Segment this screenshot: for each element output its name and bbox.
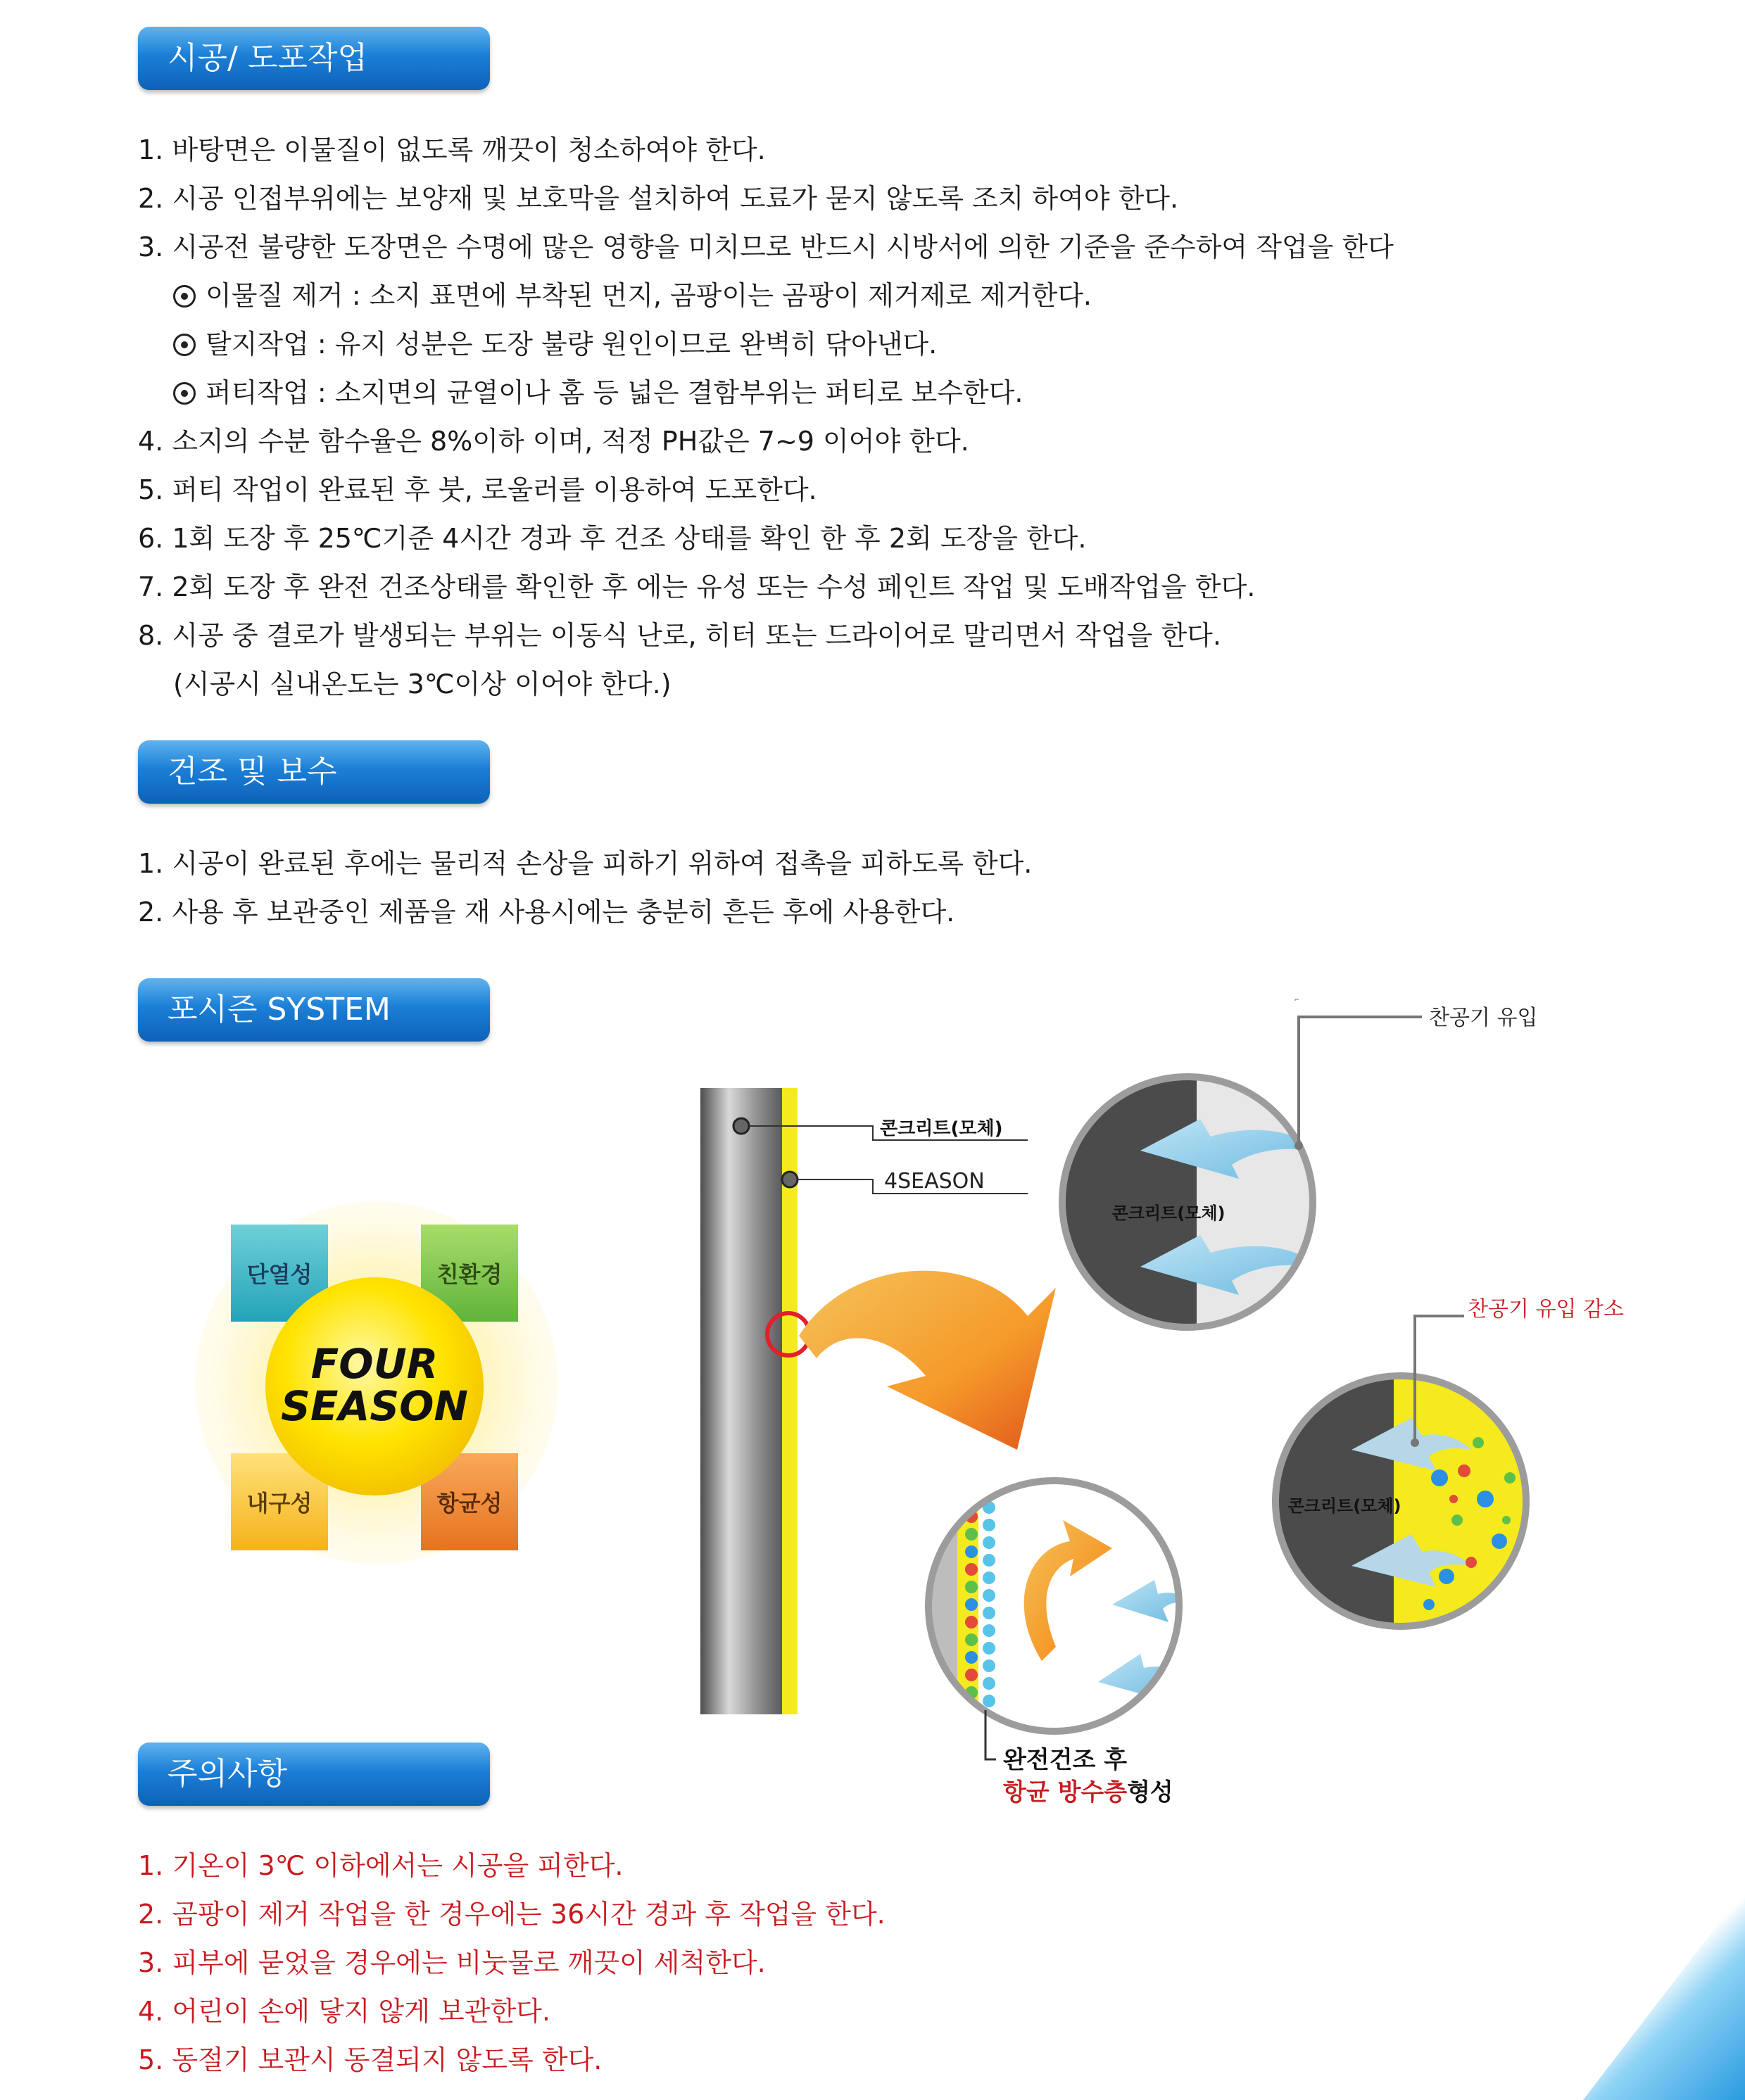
caution-item-2: 2. 곰팡이 제거 작업을 한 경우에는 36시간 경과 후 작업을 한다.	[138, 1899, 886, 1930]
result-tail-text: 형성	[1127, 1778, 1173, 1807]
leader-dot-cold-air	[1294, 1141, 1303, 1150]
section-header-construction: 시공/ 도포작업	[138, 27, 490, 90]
construction-item-5: 5. 퍼티 작업이 완료된 후 붓, 로울러를 이용하여 도포한다.	[138, 474, 817, 505]
construction-sub-item-3	[173, 375, 1023, 410]
drying-item-2: 2. 사용 후 보관중인 제품을 재 사용시에는 충분히 흔든 후에 사용한다.	[138, 897, 955, 928]
logo-season: SEASON	[281, 1382, 468, 1430]
radio-bullet-icon	[173, 285, 196, 308]
label-product: 4SEASON	[884, 1169, 985, 1194]
label-cold-air-reduced: 찬공기 유입 감소	[1468, 1297, 1624, 1322]
feature-label-durability: 내구성	[246, 1490, 313, 1517]
caution-item-4: 4. 어린이 손에 닿지 않게 보관한다.	[138, 1996, 550, 2027]
caution-item-5: 5. 동절기 보관시 동결되지 않도록 한다.	[138, 2044, 603, 2075]
wall-cross-section-diagram	[676, 985, 1718, 1816]
construction-item-8: 8. 시공 중 결로가 발생되는 부위는 이동식 난로, 히터 또는 드라이어로 말리면서 작업을 한다.	[138, 620, 1221, 651]
sub-item-text: 탈지작업 : 유지 성분은 도장 불량 원인이므로 완벽히 닦아낸다.	[206, 329, 938, 360]
feature-label-insulation: 단열성	[246, 1261, 313, 1288]
caution-item-1: 1. 기온이 3℃ 이하에서는 시공을 피한다.	[138, 1850, 624, 1881]
label-cold-air-in: 찬공기 유입	[1429, 1006, 1538, 1030]
radio-bullet-icon	[173, 382, 196, 405]
marker-dot-product	[782, 1172, 798, 1187]
radio-bullet-icon	[173, 334, 196, 356]
antibacterial-layer-circle	[922, 1478, 1190, 1745]
circle-label-concrete-1: 콘크리트(모체)	[1111, 1203, 1226, 1223]
four-season-feature-graphic	[190, 1196, 563, 1569]
leader-dot-cold-air-reduced	[1411, 1438, 1419, 1447]
section-header-drying: 건조 및 보수	[138, 740, 490, 804]
drying-item-1: 1. 시공이 완료된 후에는 물리적 손상을 피하기 위하여 접촉을 피하도록 한다.	[138, 848, 1033, 879]
decorative-corner-swoosh	[1583, 1889, 1745, 2100]
caution-item-3: 3. 피부에 묻었을 경우에는 비눗물로 깨끗이 세척한다.	[138, 1947, 766, 1978]
section-header-system: 포시즌 SYSTEM	[138, 978, 490, 1042]
construction-sub-item-2	[173, 327, 937, 362]
sub-item-text: 퍼티작업 : 소지면의 균열이나 홈 등 넓은 결함부위는 퍼티로 보수한다.	[206, 377, 1023, 408]
construction-note: (시공시 실내온도는 3℃이상 이어야 한다.)	[173, 669, 672, 700]
result-line-2	[1002, 1778, 1173, 1807]
construction-item-4: 4. 소지의 수분 함수율은 8%이하 이며, 적정 PH값은 7~9 이어야 한다.	[138, 426, 969, 457]
concrete-wall	[700, 1088, 782, 1714]
label-concrete: 콘크리트(모체)	[880, 1118, 1003, 1139]
leader-line-cold-air	[1299, 1017, 1422, 1146]
logo-four: FOUR	[310, 1340, 439, 1388]
construction-item-3: 3. 시공전 불량한 도장면은 수명에 많은 영향을 미치므로 반드시 시방서에 의한 기준을 준수하여 작업을 한다	[138, 232, 1394, 262]
circle-label-concrete-2: 콘크리트(모체)	[1287, 1496, 1401, 1516]
result-line-1: 완전건조 후	[1003, 1746, 1128, 1774]
feature-label-eco: 친환경	[436, 1261, 503, 1288]
construction-item-7: 7. 2회 도장 후 완전 건조상태를 확인한 후 에는 유성 또는 수성 페인트 작업 및 도배작업을 한다.	[138, 571, 1256, 602]
construction-item-2: 2. 시공 인접부위에는 보양재 및 보호막을 설치하여 도료가 묻지 않도록 조치 하여야 한다.	[138, 183, 1179, 214]
construction-item-1: 1. 바탕면은 이물질이 없도록 깨끗이 청소하여야 한다.	[138, 134, 766, 165]
feature-label-antibacterial: 항균성	[436, 1490, 503, 1517]
construction-sub-item-1	[173, 278, 1092, 313]
marker-dot-concrete	[733, 1118, 749, 1134]
result-red-text: 항균 방수층	[1003, 1778, 1128, 1807]
construction-item-6: 6. 1회 도장 후 25℃기준 4시간 경과 후 건조 상태를 확인 한 후 2회 도장을 한다.	[138, 523, 1087, 554]
magnify-arrow-icon	[799, 1271, 1056, 1450]
section-header-caution: 주의사항	[138, 1742, 490, 1806]
sub-item-text: 이물질 제거 : 소지 표면에 부착된 먼지, 곰팡이는 곰팡이 제거제로 제거한다.	[206, 280, 1092, 311]
